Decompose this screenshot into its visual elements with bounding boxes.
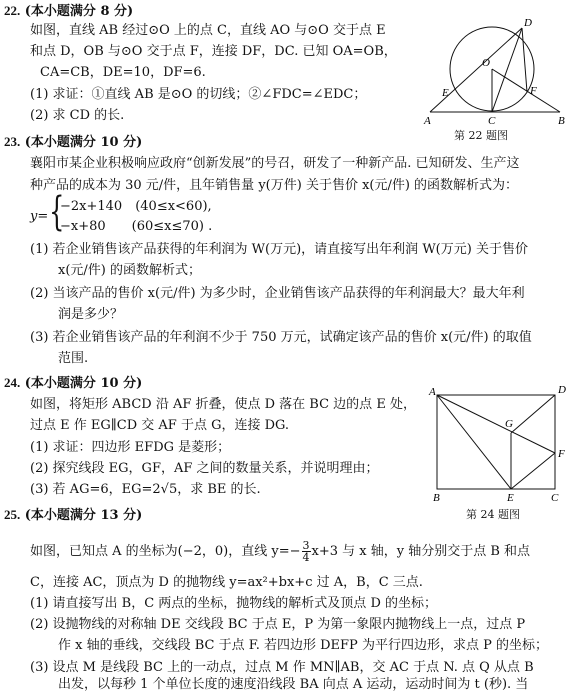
q24-label-f: F — [558, 448, 565, 460]
q24-part-3 — [30, 481, 261, 499]
q22-score: (本小题满分 8 分) — [24, 4, 134, 19]
q24-figure — [425, 383, 570, 503]
q25-part-2b: 作 x 轴的垂线，交线段 BC 于点 F. 若四边形 DEFP 为平行四边形，求点 P 的坐标； — [58, 638, 548, 653]
q25-score: (本小题满分 13 分) — [24, 508, 143, 523]
q22-number: 22. — [4, 3, 21, 18]
q24-caption: 第 24 题图 — [466, 508, 520, 521]
q24-label-b: B — [433, 492, 440, 503]
q25-number: 25. — [4, 507, 21, 522]
q23-part-1b: x(元/件) 的函数解析式； — [58, 263, 201, 278]
q25-line-2: C，连接 AC，顶点为 D 的抛物线 y=ax²+bx+c 过 A，B，C 三点. — [30, 575, 423, 590]
q25-fraction — [302, 540, 311, 563]
q23-case-2: −x+80 (60≤x≤70) . — [60, 219, 213, 234]
q22-label-a: A — [424, 115, 431, 127]
q24-line-1: 如图，将矩形 ABCD 沿 AF 折叠，使点 D 落在 BC 边的点 E 处， — [30, 397, 416, 412]
q22-header — [4, 2, 133, 21]
q24-label-a: A — [429, 386, 436, 398]
q24-part-3a: (3) 若 AG=6，EG=2 — [30, 482, 161, 497]
q23-line-1: 襄阳市某企业积极响应政府“创新发展”的号召，研发了一种新产品. 已知研发、生产这 — [30, 156, 520, 171]
q22-label-f: F — [530, 85, 537, 97]
q22-label-e: E — [442, 87, 449, 99]
q24-label-g: G — [505, 418, 513, 430]
q25-part-3a: (3) 设点 M 是线段 BC 上的一动点，过点 M 作 MN∥AB，交 AC 于点 N. 点 Q 从点 B — [30, 660, 534, 675]
q24-sqrt5: √5 — [160, 482, 178, 497]
q22-label-c: C — [488, 115, 496, 127]
q25-part-1: (1) 请直接写出 B，C 两点的坐标，抛物线的解析式及顶点 D 的坐标； — [30, 596, 437, 611]
q23-part-2b: 润是多少？ — [58, 307, 124, 322]
q22-line-df — [522, 28, 527, 92]
q24-part-1: (1) 求证：四边形 EFDG 是菱形； — [30, 440, 231, 455]
q24-line-af — [437, 395, 555, 453]
q22-line-1: 如图，直线 AB 经过⊙O 上的点 C，直线 AO 与⊙O 交于点 E — [30, 23, 386, 38]
q22-label-o: O — [482, 57, 490, 69]
q24-label-c: C — [551, 492, 559, 503]
q24-score: (本小题满分 10 分) — [24, 376, 143, 391]
q25-line-1 — [30, 538, 530, 566]
q23-case-1: −2x+140 (40≤x<60), — [60, 199, 212, 214]
q25-header — [4, 506, 142, 525]
q25-fraction-denominator: 4 — [302, 551, 310, 564]
q24-header — [4, 374, 142, 393]
q22-line-ad — [430, 28, 522, 112]
q25-line-1a: 如图，已知点 A 的坐标为(−2，0)，直线 y=− — [30, 544, 301, 559]
q24-label-d: D — [558, 384, 566, 396]
q24-line-gd — [511, 395, 555, 433]
q24-line-ef — [511, 453, 555, 489]
q24-label-e: E — [507, 492, 514, 503]
q23-score: (本小题满分 10 分) — [24, 135, 143, 150]
q23-line-2: 种产品的成本为 30 元/件，且年销售量 y(万件) 关于售价 x(元/件) 的函数解析式为： — [30, 178, 519, 193]
q25-part-3b: 出发，以每秒 1 个单位长度的速度沿线段 BA 向点 A 运动，运动时间为 t (秒). 当 — [58, 677, 529, 692]
q24-part-3b: ，求 BE 的长. — [177, 482, 261, 497]
q23-y-eq: y= — [30, 209, 49, 224]
q22-label-b: B — [558, 115, 565, 127]
q24-rectangle — [437, 395, 555, 489]
q25-line-1b: x+3 与 x 轴，y 轴分别交于点 B 和点 — [311, 544, 531, 559]
q23-number: 23. — [4, 134, 21, 149]
q22-figure — [420, 14, 570, 140]
q22-line-3: CA=CB，DE=10，DF=6. — [40, 65, 206, 80]
q23-part-3a: (3) 若企业销售该产品的年利润不少于 750 万元，试确定该产品的售价 x(元/件) 的取值 — [30, 330, 532, 345]
q25-fraction-numerator: 3 — [302, 539, 310, 552]
q23-header — [4, 133, 142, 152]
q22-part-2: (2) 求 CD 的长. — [30, 108, 125, 123]
q23-part-2a: (2) 当该产品的售价 x(元/件) 为多少时，企业销售该产品获得的年利润最大？最大年利 — [30, 286, 525, 301]
q22-line-2: 和点 D，OB 与⊙O 交于点 F，连接 DF，DC. 已知 OA=OB， — [30, 44, 397, 59]
q23-brace: { — [49, 189, 65, 235]
q23-part-3b: 范围. — [58, 351, 89, 366]
q24-part-2: (2) 探究线段 EG，GF，AF 之间的数量关系，并说明理由； — [30, 461, 379, 476]
q24-number: 24. — [4, 375, 21, 390]
q22-caption: 第 22 题图 — [454, 129, 508, 142]
q22-label-d: D — [524, 17, 532, 29]
q25-part-2a: (2) 设抛物线的对称轴 DE 交线段 BC 于点 E，P 为第一象限内抛物线上一点，过点 P — [30, 617, 526, 632]
q22-line-dc — [492, 28, 522, 112]
q23-part-1a: (1) 若企业销售该产品获得的年利润为 W(万元)，请直接写出年利润 W(万元) 关于售价 — [30, 242, 528, 257]
q24-line-2: 过点 E 作 EG∥CD 交 AF 于点 G，连接 DG. — [30, 418, 290, 433]
q24-line-ae — [437, 395, 511, 489]
q22-part-1: (1) 求证：①直线 AB 是⊙O 的切线；②∠FDC=∠EDC； — [30, 87, 367, 102]
